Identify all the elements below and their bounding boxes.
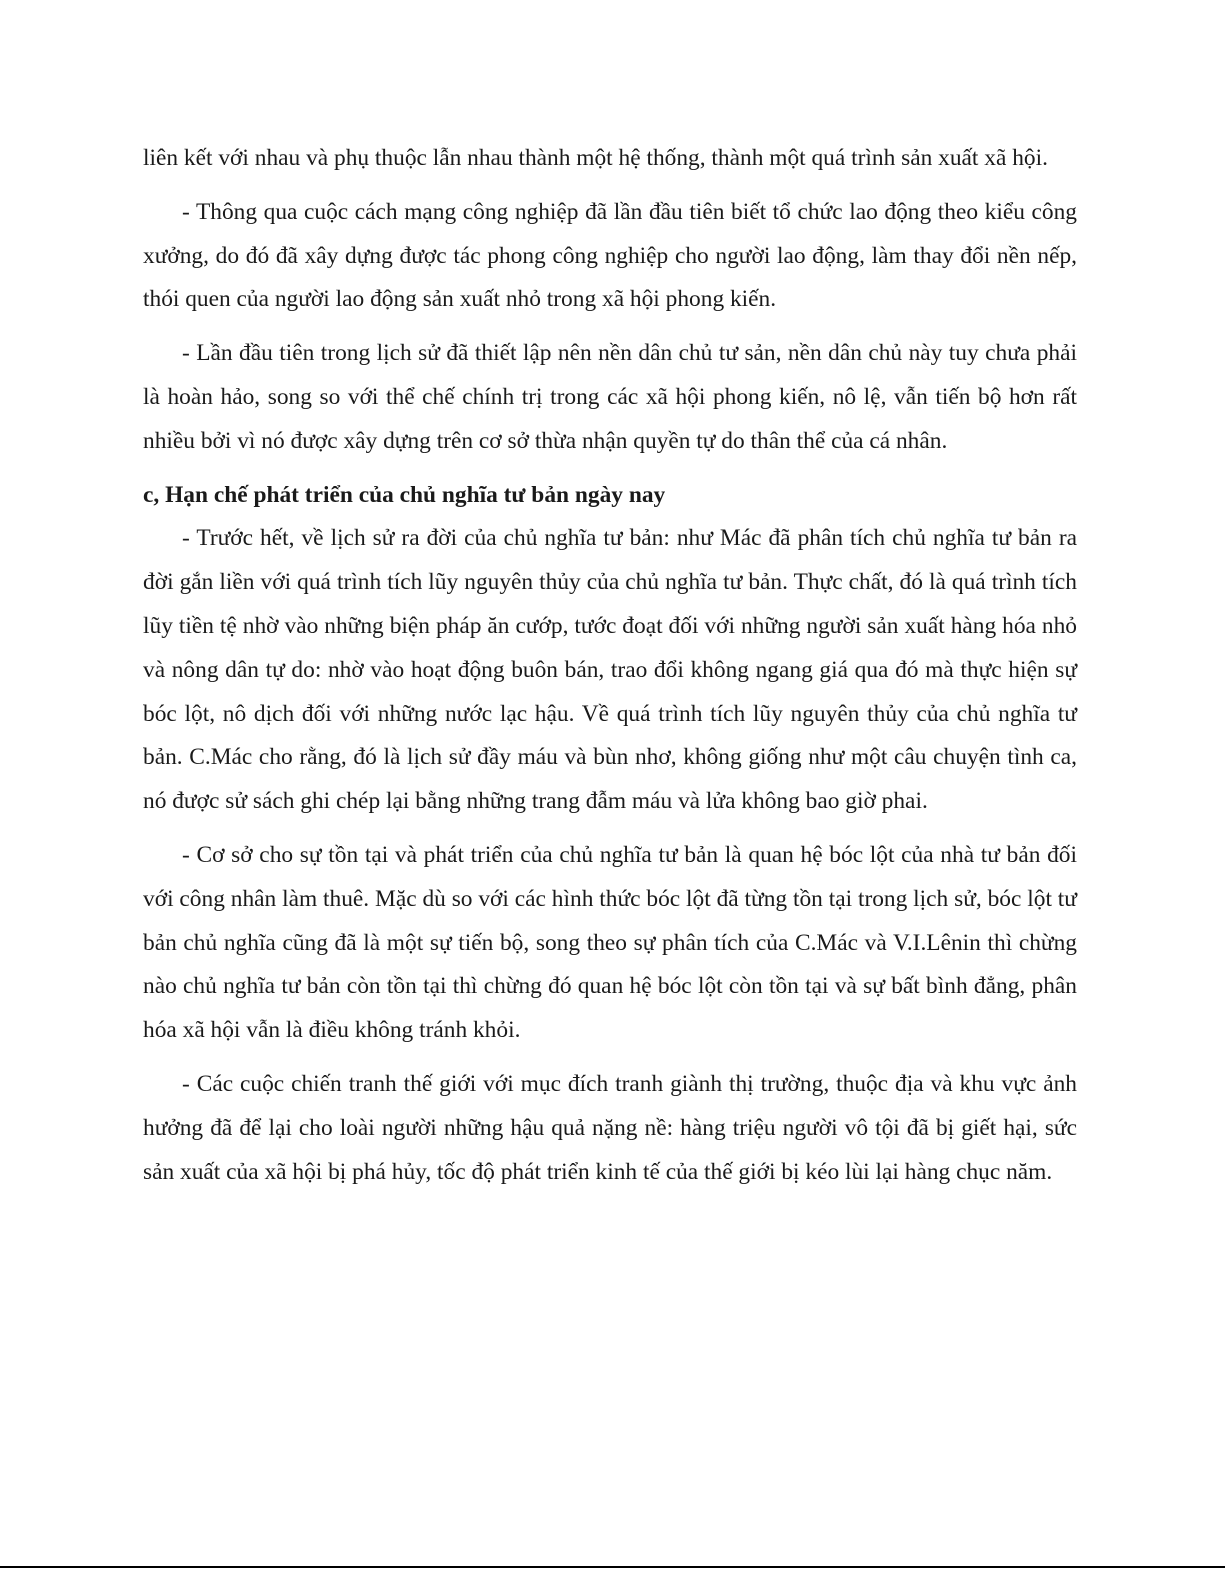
document-body bbox=[143, 137, 1077, 1194]
paragraph-exploitation: - Cơ sở cho sự tồn tại và phát triển của chủ nghĩa tư bản là quan hệ bóc lột của nhà tư bản đối với công nhân làm thuê. Mặc dù so với các hình thức bóc lột đã từng tồn tại trong lịch sử, bóc lột tư bản chủ nghĩa cũng đã là một sự tiến bộ, song theo sự phân tích của C.Mác và V.I.Lênin thì chừng nào chủ nghĩa tư bản còn tồn tại thì chừng đó quan hệ bóc lột còn tồn tại và sự bất bình đẳng, phân hóa xã hội vẫn là điều không tránh khỏi. bbox=[143, 841, 1077, 1044]
section-heading: c, Hạn chế phát triển của chủ nghĩa tư bản ngày nay bbox=[143, 481, 666, 508]
paragraph-continuation: liên kết với nhau và phụ thuộc lẫn nhau thành một hệ thống, thành một quá trình sản xuất xã hội. bbox=[143, 145, 1048, 171]
paragraph-industrial-revolution: - Thông qua cuộc cách mạng công nghiệp đã lần đầu tiên biết tổ chức lao động theo kiểu công xưởng, do đó đã xây dựng được tác phong công nghiệp cho người lao động, làm thay đổi nền nếp, thói quen của người lao động sản xuất nhỏ trong xã hội phong kiến. bbox=[143, 198, 1077, 313]
paragraph-bourgeois-democracy: - Lần đầu tiên trong lịch sử đã thiết lập nên nền dân chủ tư sản, nền dân chủ này tuy chưa phải là hoàn hảo, song so với thể chế chính trị trong các xã hội phong kiến, nô lệ, vẫn tiến bộ hơn rất nhiều bởi vì nó được xây dựng trên cơ sở thừa nhận quyền tự do thân thể của cá nhân. bbox=[143, 340, 1077, 454]
paragraph-world-wars: - Các cuộc chiến tranh thế giới với mục đích tranh giành thị trường, thuộc địa và khu vực ảnh hưởng đã để lại cho loài người những hậu quả nặng nề: hàng triệu người vô tội đã bị giết hại, sức sản xuất của xã hội bị phá hủy, tốc độ phát triển kinh tế của thế giới bị kéo lùi lại hàng chục năm. bbox=[143, 1070, 1077, 1185]
paragraph-primitive-accumulation: - Trước hết, về lịch sử ra đời của chủ nghĩa tư bản: như Mác đã phân tích chủ nghĩa tư bản ra đời gắn liền với quá trình tích lũy nguyên thủy của chủ nghĩa tư bản. Thực chất, đó là quá trình tích lũy tiền tệ nhờ vào những biện pháp ăn cướp, tước đoạt đối với những người sản xuất hàng hóa nhỏ và nông dân tự do: nhờ vào hoạt động buôn bán, trao đổi không ngang giá qua đó mà thực hiện sự bóc lột, nô dịch đối với những nước lạc hậu. Về quá trình tích lũy nguyên thủy của chủ nghĩa tư bản. C.Mác cho rằng, đó là lịch sử đầy máu và bùn nhơ, không giống như một câu chuyện tình ca, nó được sử sách ghi chép lại bằng những trang đẫm máu và lửa không bao giờ phai. bbox=[143, 525, 1077, 815]
bottom-page-border bbox=[0, 1566, 1225, 1568]
